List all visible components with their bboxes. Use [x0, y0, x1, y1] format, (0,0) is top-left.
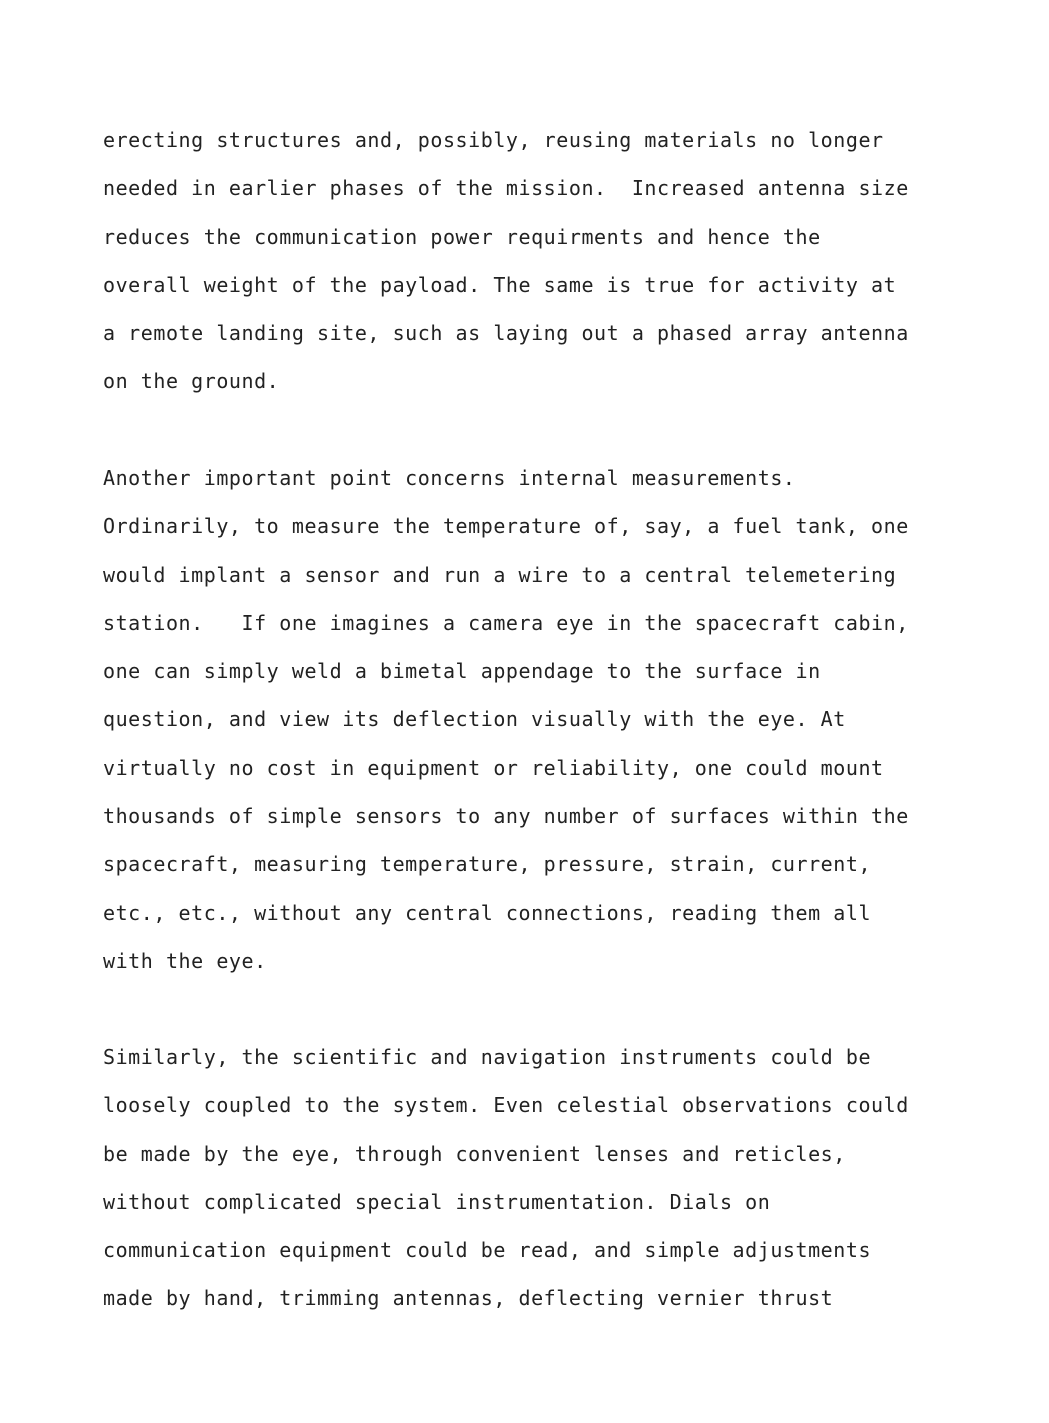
text-line: on the ground. [103, 369, 280, 394]
text-line: made by hand, trimming antennas, deflecting vernier thrust [103, 1286, 834, 1311]
text-line: needed in earlier phases of the mission. Increased antenna size [103, 176, 909, 201]
text-line: without complicated special instrumentation. Dials on [103, 1189, 771, 1214]
text-line: Another important point concerns internal measurements. [103, 466, 796, 490]
text-line: reduces the communication power requirments and hence the [103, 224, 821, 249]
text-line: would implant a sensor and run a wire to a central telemetering [103, 562, 897, 587]
text-line: overall weight of the payload. The same is true for activity at [103, 272, 897, 297]
text-line: spacecraft, measuring temperature, pressure, strain, current, [103, 852, 872, 877]
text-line: be made by the eye, through convenient lenses and reticles, [103, 1141, 846, 1166]
text-line: station. If one imagines a camera eye in the spacecraft cabin, [103, 610, 909, 635]
text-line: thousands of simple sensors to any number of surfaces within the [103, 804, 909, 829]
text-line: loosely coupled to the system. Even celestial observations could [103, 1093, 909, 1118]
paragraph-3 [103, 1033, 1043, 1323]
text-line: with the eye. [103, 948, 267, 973]
text-line: etc., etc., without any central connections, reading them all [103, 900, 872, 925]
text-line: Similarly, the scientific and navigation instruments could be [103, 1045, 872, 1069]
text-line: a remote landing site, such as laying out a phased array antenna [103, 321, 909, 346]
text-line: Ordinarily, to measure the temperature of, say, a fuel tank, one [103, 514, 909, 539]
text-line: question, and view its deflection visually with the eye. At [103, 707, 846, 732]
paragraph-2 [103, 454, 1043, 985]
text-line: communication equipment could be read, and simple adjustments [103, 1238, 872, 1263]
text-line: erecting structures and, possibly, reusing materials no longer [103, 128, 884, 152]
paragraph-1 [103, 116, 1043, 406]
text-line: one can simply weld a bimetal appendage to the surface in [103, 659, 821, 684]
text-line: virtually no cost in equipment or reliability, one could mount [103, 755, 884, 780]
